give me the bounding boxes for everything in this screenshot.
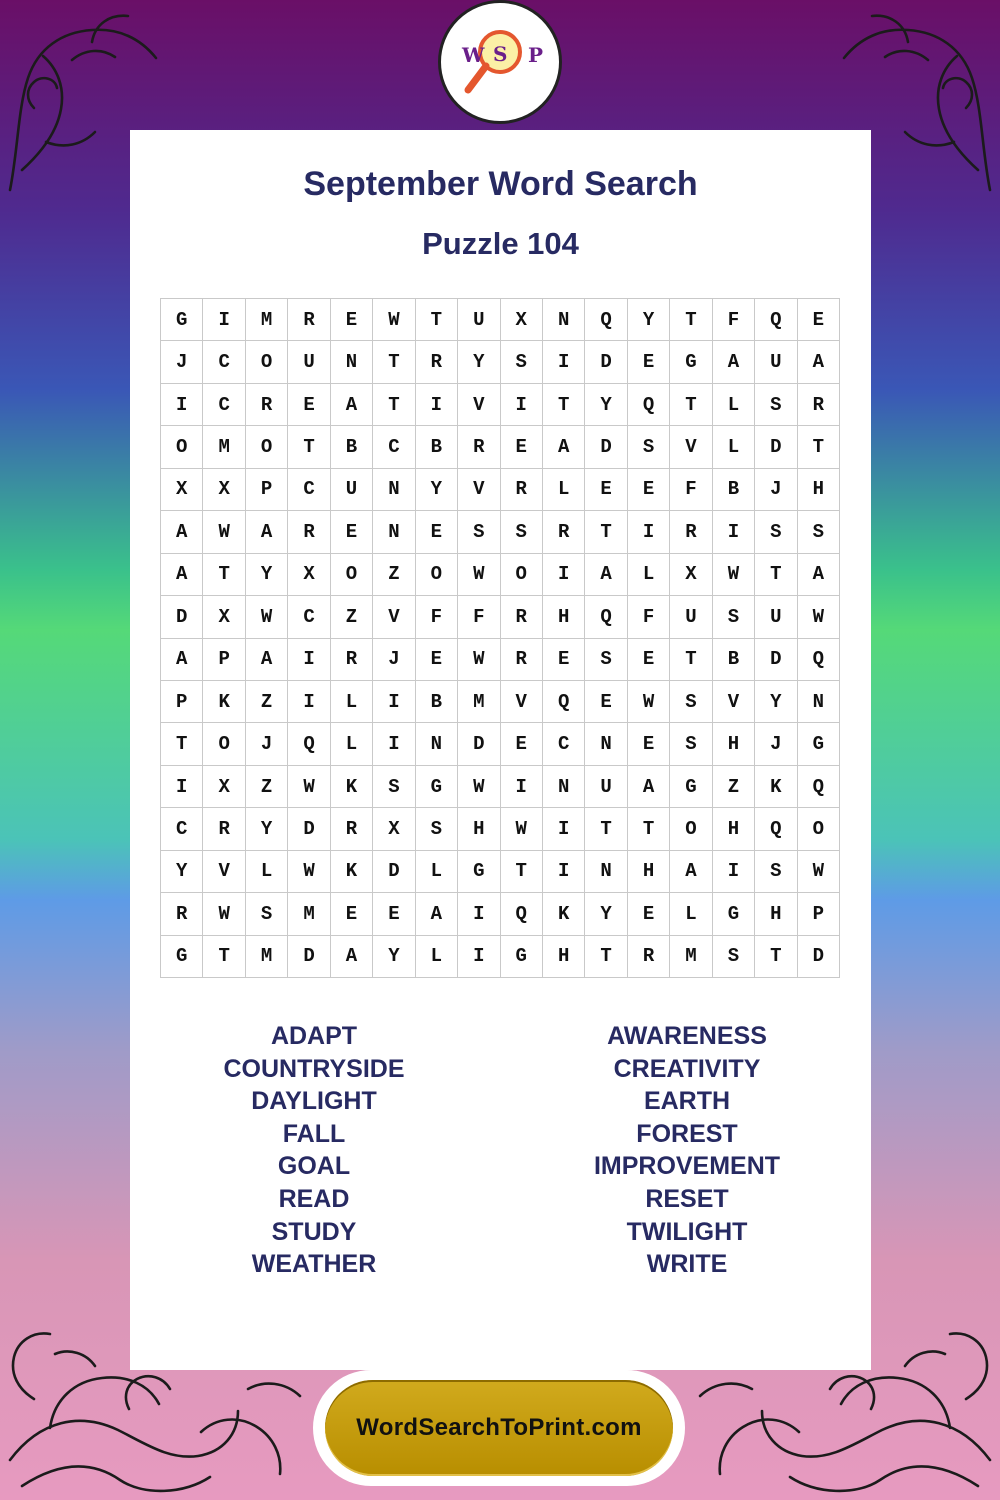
grid-cell[interactable]: A [713,341,755,383]
grid-cell[interactable]: U [331,469,373,511]
grid-cell[interactable]: O [501,554,543,596]
word-list-item: WRITE [646,1250,728,1279]
grid-cell[interactable]: Q [755,808,797,850]
grid-cell[interactable]: E [543,639,585,681]
word-list-item: RESET [645,1184,729,1213]
grid-cell[interactable]: R [458,426,500,468]
grid-cell[interactable]: M [246,299,288,341]
grid-cell[interactable]: L [670,893,712,935]
grid-cell[interactable]: T [755,936,797,978]
grid-cell[interactable]: M [670,936,712,978]
grid-cell[interactable]: G [501,936,543,978]
grid-cell[interactable]: W [246,596,288,638]
grid-cell[interactable]: G [713,893,755,935]
grid-cell[interactable]: M [246,936,288,978]
grid-cell[interactable]: Y [246,808,288,850]
word-list-item: STUDY [271,1217,357,1246]
grid-cell[interactable]: V [373,596,415,638]
grid-cell[interactable]: T [670,384,712,426]
grid-cell[interactable]: F [628,596,670,638]
grid-cell[interactable]: W [798,596,840,638]
grid-cell[interactable]: R [331,808,373,850]
grid-cell[interactable]: T [416,299,458,341]
grid-cell[interactable]: Y [755,681,797,723]
grid-cell[interactable]: N [543,766,585,808]
corner-ornament-top-right [830,0,1000,210]
grid-cell[interactable]: Q [798,766,840,808]
grid-cell[interactable]: V [458,384,500,426]
word-list [130,1020,871,1281]
grid-cell[interactable]: N [373,469,415,511]
grid-cell[interactable]: X [203,596,245,638]
grid-cell[interactable]: J [373,639,415,681]
grid-cell[interactable]: I [543,808,585,850]
grid-cell[interactable]: O [416,554,458,596]
grid-cell[interactable]: E [628,341,670,383]
grid-cell[interactable]: E [373,893,415,935]
grid-cell[interactable]: F [670,469,712,511]
grid-cell[interactable]: J [246,723,288,765]
grid-cell[interactable]: U [755,341,797,383]
grid-cell[interactable]: U [670,596,712,638]
grid-cell[interactable]: D [585,426,627,468]
grid-cell[interactable]: X [203,766,245,808]
grid-cell[interactable]: Q [585,299,627,341]
grid-cell[interactable]: H [798,469,840,511]
grid-cell[interactable]: A [331,384,373,426]
grid-cell[interactable]: W [628,681,670,723]
grid-cell[interactable]: G [458,851,500,893]
grid-cell[interactable]: K [203,681,245,723]
grid-cell[interactable]: S [713,936,755,978]
grid-cell[interactable]: I [416,384,458,426]
grid-cell[interactable]: T [585,808,627,850]
grid-cell[interactable]: M [288,893,330,935]
grid-cell[interactable]: L [543,469,585,511]
grid-cell[interactable]: Y [161,851,203,893]
grid-cell[interactable]: P [161,681,203,723]
grid-cell[interactable]: E [798,299,840,341]
grid-cell[interactable]: T [585,936,627,978]
corner-ornament-bottom-right [680,1310,1000,1500]
grid-cell[interactable]: P [203,639,245,681]
grid-cell[interactable]: R [416,341,458,383]
grid-cell[interactable]: W [288,766,330,808]
grid-cell[interactable]: Q [628,384,670,426]
word-list-item: CREATIVITY [613,1054,761,1083]
grid-cell[interactable]: Q [585,596,627,638]
grid-cell[interactable]: W [288,851,330,893]
grid-cell[interactable]: C [543,723,585,765]
word-list-item: AWARENESS [607,1022,767,1050]
grid-cell[interactable]: Y [585,893,627,935]
word-search-grid [160,298,840,978]
grid-cell[interactable]: T [203,936,245,978]
grid-cell[interactable]: H [713,808,755,850]
grid-cell[interactable]: O [203,723,245,765]
grid-cell[interactable]: A [628,766,670,808]
grid-cell[interactable]: T [628,808,670,850]
grid-cell[interactable]: T [501,851,543,893]
grid-cell[interactable]: E [501,426,543,468]
grid-cell[interactable]: H [713,723,755,765]
grid-cell[interactable]: R [203,808,245,850]
grid-cell[interactable]: L [331,681,373,723]
logo-magnifier-icon [444,6,556,118]
grid-cell[interactable]: B [713,639,755,681]
grid-cell[interactable]: R [501,469,543,511]
grid-cell[interactable]: A [161,639,203,681]
grid-cell[interactable]: W [458,766,500,808]
grid-cell[interactable]: J [755,723,797,765]
grid-cell[interactable]: S [246,893,288,935]
word-list-item: TWILIGHT [626,1217,748,1246]
grid-cell[interactable]: G [161,936,203,978]
grid-cell[interactable]: X [203,469,245,511]
grid-cell[interactable]: I [713,511,755,553]
grid-cell[interactable]: I [203,299,245,341]
grid-cell[interactable]: E [628,723,670,765]
grid-cell[interactable]: T [288,426,330,468]
grid-cell[interactable]: Z [373,554,415,596]
grid-cell[interactable]: D [798,936,840,978]
word-list-item: READ [278,1184,350,1213]
grid-cell[interactable]: S [585,639,627,681]
grid-cell[interactable]: H [543,936,585,978]
grid-cell[interactable]: L [713,426,755,468]
grid-cell[interactable]: B [416,681,458,723]
grid-cell[interactable]: D [373,851,415,893]
grid-cell[interactable]: G [416,766,458,808]
corner-ornament-bottom-left [0,1310,320,1500]
grid-cell[interactable]: A [331,936,373,978]
grid-cell[interactable]: Z [713,766,755,808]
grid-cell[interactable]: R [501,596,543,638]
grid-cell[interactable]: G [670,341,712,383]
site-link-button[interactable]: WordSearchToPrint.com [325,1380,673,1476]
grid-cell[interactable]: T [161,723,203,765]
grid-cell[interactable]: S [798,511,840,553]
grid-cell[interactable]: D [585,341,627,383]
grid-cell[interactable]: O [331,554,373,596]
grid-cell[interactable]: T [670,299,712,341]
grid-cell[interactable]: A [585,554,627,596]
grid-cell[interactable]: O [798,808,840,850]
grid-cell[interactable]: P [246,469,288,511]
grid-cell[interactable]: B [416,426,458,468]
grid-cell[interactable]: D [288,808,330,850]
grid-cell[interactable]: H [543,596,585,638]
grid-cell[interactable]: W [373,299,415,341]
grid-cell[interactable]: S [755,851,797,893]
grid-cell[interactable]: H [458,808,500,850]
grid-cell[interactable]: L [713,384,755,426]
grid-cell[interactable]: W [501,808,543,850]
grid-cell[interactable]: S [713,596,755,638]
grid-cell[interactable]: L [416,936,458,978]
word-list-right [572,1020,802,1281]
grid-cell[interactable]: A [798,341,840,383]
grid-cell[interactable]: N [585,851,627,893]
grid-cell[interactable]: W [203,893,245,935]
logo-badge[interactable] [438,0,562,124]
grid-cell[interactable]: C [161,808,203,850]
grid-cell[interactable]: C [288,596,330,638]
grid-cell[interactable]: P [798,893,840,935]
grid-cell[interactable]: X [288,554,330,596]
logo-letter-w: W [462,43,485,67]
grid-cell[interactable]: Q [755,299,797,341]
grid-cell[interactable]: R [331,639,373,681]
grid-cell[interactable]: S [501,341,543,383]
grid-cell[interactable]: E [416,639,458,681]
grid-cell[interactable]: U [755,596,797,638]
grid-cell[interactable]: S [458,511,500,553]
grid-cell[interactable]: V [203,851,245,893]
grid-cell[interactable]: Q [798,639,840,681]
grid-cell[interactable]: D [458,723,500,765]
grid-cell[interactable]: G [161,299,203,341]
grid-cell[interactable]: K [331,851,373,893]
grid-cell[interactable]: B [713,469,755,511]
grid-cell[interactable]: E [628,469,670,511]
grid-cell[interactable]: E [331,893,373,935]
grid-cell[interactable]: I [373,681,415,723]
grid-cell[interactable]: O [161,426,203,468]
grid-cell[interactable]: K [543,893,585,935]
grid-cell[interactable]: T [543,384,585,426]
grid-cell[interactable]: N [585,723,627,765]
logo-letter-p: P [528,43,544,67]
grid-cell[interactable]: I [288,639,330,681]
grid-cell[interactable]: N [798,681,840,723]
grid-cell[interactable]: S [755,384,797,426]
grid-cell[interactable]: F [416,596,458,638]
grid-cell[interactable]: Y [373,936,415,978]
grid-cell[interactable]: I [161,384,203,426]
grid-cell[interactable]: U [458,299,500,341]
grid-cell[interactable]: D [755,639,797,681]
grid-cell[interactable]: I [628,511,670,553]
grid-cell[interactable]: A [161,511,203,553]
grid-cell[interactable]: C [203,384,245,426]
grid-cell[interactable]: R [161,893,203,935]
grid-cell[interactable]: L [416,851,458,893]
grid-cell[interactable]: R [670,511,712,553]
grid-cell[interactable]: I [543,341,585,383]
grid-cell[interactable]: T [373,384,415,426]
grid-cell[interactable]: S [755,511,797,553]
grid-cell[interactable]: A [246,511,288,553]
grid-cell[interactable]: J [755,469,797,511]
grid-cell[interactable]: V [713,681,755,723]
grid-cell[interactable]: E [331,511,373,553]
grid-cell[interactable]: U [585,766,627,808]
grid-cell[interactable]: H [755,893,797,935]
word-list-item: WEATHER [251,1250,377,1279]
grid-cell[interactable]: O [670,808,712,850]
grid-cell[interactable]: B [331,426,373,468]
grid-cell[interactable]: L [331,723,373,765]
grid-cell[interactable]: E [331,299,373,341]
page [130,130,871,1370]
grid-cell[interactable]: S [501,511,543,553]
grid-cell[interactable]: M [458,681,500,723]
grid-cell[interactable]: M [203,426,245,468]
word-list-item: ADAPT [270,1022,358,1050]
grid-cell[interactable]: A [416,893,458,935]
grid-cell[interactable]: V [670,426,712,468]
grid-cell[interactable]: C [288,469,330,511]
grid-cell[interactable]: C [203,341,245,383]
grid-cell[interactable]: S [670,681,712,723]
grid-cell[interactable]: W [458,554,500,596]
grid-cell[interactable]: H [628,851,670,893]
grid-cell[interactable]: N [543,299,585,341]
grid-cell[interactable]: R [543,511,585,553]
grid-cell[interactable]: E [501,723,543,765]
word-list-item: IMPROVEMENT [593,1152,781,1181]
grid-cell[interactable]: O [246,341,288,383]
corner-ornament-top-left [0,0,170,210]
grid-cell[interactable]: Y [416,469,458,511]
grid-cell[interactable]: I [161,766,203,808]
grid-cell[interactable]: E [585,469,627,511]
grid-cell[interactable]: R [501,639,543,681]
grid-cell[interactable]: Q [501,893,543,935]
grid-cell[interactable]: N [331,341,373,383]
grid-cell[interactable]: Z [246,766,288,808]
grid-cell[interactable]: D [288,936,330,978]
word-list-item: EARTH [643,1087,731,1116]
grid-cell[interactable]: Z [246,681,288,723]
grid-cell[interactable]: K [755,766,797,808]
word-list-item: GOAL [277,1152,351,1181]
grid-cell[interactable]: C [373,426,415,468]
grid-cell[interactable]: D [755,426,797,468]
word-list-item: COUNTRYSIDE [223,1054,405,1083]
logo-letter-s: S [493,42,508,66]
grid-cell[interactable]: S [416,808,458,850]
grid-cell[interactable]: I [288,681,330,723]
grid-cell[interactable]: I [458,936,500,978]
grid-cell[interactable]: Q [288,723,330,765]
grid-cell[interactable]: X [373,808,415,850]
grid-cell[interactable]: U [288,341,330,383]
grid-cell[interactable]: W [203,511,245,553]
word-list-item: DAYLIGHT [251,1087,377,1116]
grid-cell[interactable]: D [161,596,203,638]
grid-cell[interactable]: W [713,554,755,596]
grid-cell[interactable]: A [543,426,585,468]
word-list-item: FOREST [636,1119,738,1148]
grid-cell[interactable]: Y [585,384,627,426]
grid-cell[interactable]: I [543,554,585,596]
grid-cell[interactable]: Z [331,596,373,638]
grid-cell[interactable]: T [203,554,245,596]
grid-cell[interactable]: S [373,766,415,808]
grid-cell[interactable]: A [670,851,712,893]
word-list-left [199,1020,429,1281]
grid-cell[interactable]: W [458,639,500,681]
grid-cell[interactable]: R [288,511,330,553]
grid-cell[interactable]: E [628,893,670,935]
grid-cell[interactable]: I [501,384,543,426]
grid-cell[interactable]: I [543,851,585,893]
grid-cell[interactable]: E [416,511,458,553]
grid-cell[interactable]: V [458,469,500,511]
grid-cell[interactable]: I [501,766,543,808]
grid-cell[interactable]: W [798,851,840,893]
grid-cell[interactable]: Q [543,681,585,723]
grid-cell[interactable]: I [373,723,415,765]
grid-cell[interactable]: X [501,299,543,341]
grid-cell[interactable]: Y [628,299,670,341]
grid-cell[interactable]: I [458,893,500,935]
grid-cell[interactable]: A [798,554,840,596]
grid-cell[interactable]: Y [246,554,288,596]
grid-cell[interactable]: I [713,851,755,893]
grid-cell[interactable]: T [670,639,712,681]
grid-cell[interactable]: J [161,341,203,383]
footer-link-wrap [313,1370,685,1486]
grid-cell[interactable]: K [331,766,373,808]
grid-cell[interactable]: V [501,681,543,723]
grid-cell[interactable]: Y [458,341,500,383]
grid-cell[interactable]: A [246,639,288,681]
grid-cell[interactable]: S [628,426,670,468]
grid-cell[interactable]: S [670,723,712,765]
grid-cell[interactable]: G [670,766,712,808]
grid-cell[interactable]: E [628,639,670,681]
grid-cell[interactable]: E [288,384,330,426]
grid-cell[interactable]: N [416,723,458,765]
grid-cell[interactable]: G [798,723,840,765]
grid-cell[interactable]: L [628,554,670,596]
grid-cell[interactable]: X [670,554,712,596]
grid-cell[interactable]: O [246,426,288,468]
grid-cell[interactable]: T [373,341,415,383]
puzzle-subtitle: Puzzle 104 [422,226,579,261]
grid-cell[interactable]: F [458,596,500,638]
grid-cell[interactable]: R [798,384,840,426]
grid-cell[interactable]: R [246,384,288,426]
grid-cell[interactable]: E [585,681,627,723]
grid-cell[interactable]: R [288,299,330,341]
grid-cell[interactable]: N [373,511,415,553]
grid-cell[interactable]: A [161,554,203,596]
grid-cell[interactable]: F [713,299,755,341]
grid-cell[interactable]: T [798,426,840,468]
grid-cell[interactable]: T [585,511,627,553]
grid-cell[interactable]: L [246,851,288,893]
puzzle-title: September Word Search [303,165,698,203]
grid-cell[interactable]: X [161,469,203,511]
word-list-item: FALL [282,1119,346,1148]
grid-cell[interactable]: R [628,936,670,978]
grid-cell[interactable]: T [755,554,797,596]
